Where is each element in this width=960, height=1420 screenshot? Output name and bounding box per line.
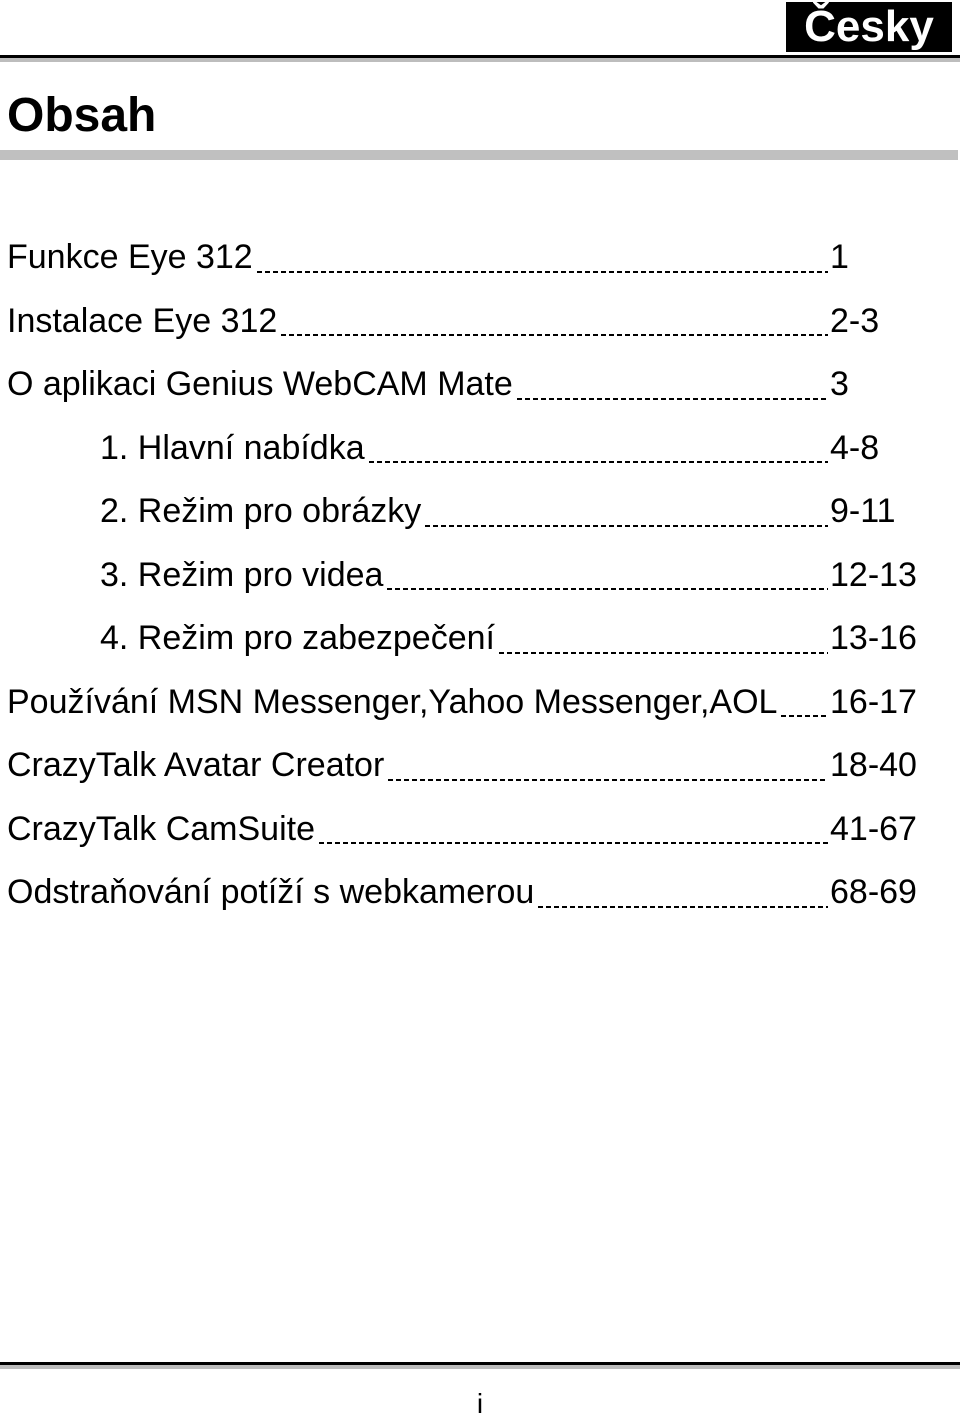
toc-entry-label: Odstraňování potíží s webkamerou — [7, 873, 535, 911]
toc-entry-label: Funkce Eye 312 — [7, 238, 253, 276]
toc-dot-leader — [425, 525, 828, 527]
toc-entry-label: 1. Hlavní nabídka — [100, 428, 365, 467]
toc-dot-leader — [781, 715, 828, 717]
toc-entry-page: 9-11 — [830, 492, 896, 530]
toc-entry[interactable] — [0, 417, 960, 481]
toc-entry[interactable] — [0, 290, 960, 354]
toc-entry-label: CrazyTalk Avatar Creator — [7, 746, 385, 784]
title-divider — [0, 150, 958, 160]
toc-entry-page: 3 — [830, 365, 849, 403]
footer-divider — [0, 1362, 960, 1369]
toc-entry[interactable] — [0, 544, 960, 608]
toc-entry[interactable] — [0, 353, 960, 417]
toc-entry-page: 41-67 — [830, 809, 917, 848]
toc-entry-label: 4. Režim pro zabezpečení — [100, 619, 495, 657]
toc-entry-label: Používání MSN Messenger,Yahoo Messenger,AOL — [7, 682, 778, 721]
toc-dot-leader — [387, 588, 828, 590]
toc-entry-page: 18-40 — [830, 746, 917, 784]
toc-dot-leader — [319, 842, 828, 844]
toc-entry-page: 16-17 — [830, 682, 917, 721]
toc-entry[interactable] — [0, 798, 960, 862]
toc-entry-label: 3. Režim pro videa — [100, 555, 384, 594]
toc-entry-page: 13-16 — [830, 619, 917, 657]
toc-entry-label: CrazyTalk CamSuite — [7, 809, 315, 848]
toc-entry[interactable] — [0, 226, 960, 290]
toc-dot-leader — [257, 271, 828, 273]
toc-entry-page: 1 — [830, 238, 849, 276]
toc-entry[interactable] — [0, 734, 960, 798]
language-badge: Česky — [786, 2, 952, 52]
page-number: i — [476, 1388, 484, 1419]
toc-entry[interactable] — [0, 480, 960, 544]
toc-entry-label: O aplikaci Genius WebCAM Mate — [7, 365, 513, 403]
toc-entry-page: 4-8 — [830, 428, 880, 467]
toc-entry[interactable] — [0, 607, 960, 671]
header-divider — [0, 55, 960, 62]
toc-entry-page: 2-3 — [830, 301, 880, 340]
toc-entry[interactable] — [0, 861, 960, 925]
toc-entry-page: 12-13 — [830, 555, 917, 594]
page-title: Obsah — [7, 89, 157, 142]
toc-entry[interactable] — [0, 671, 960, 735]
toc-entry-label: Instalace Eye 312 — [7, 301, 278, 340]
table-of-contents — [0, 226, 960, 925]
toc-dot-leader — [538, 906, 828, 908]
toc-dot-leader — [281, 334, 828, 336]
toc-entry-label: 2. Režim pro obrázky — [100, 492, 422, 530]
toc-entry-page: 68-69 — [830, 873, 917, 911]
toc-dot-leader — [517, 398, 828, 400]
toc-dot-leader — [369, 461, 828, 463]
toc-dot-leader — [388, 779, 828, 781]
toc-dot-leader — [499, 652, 828, 654]
